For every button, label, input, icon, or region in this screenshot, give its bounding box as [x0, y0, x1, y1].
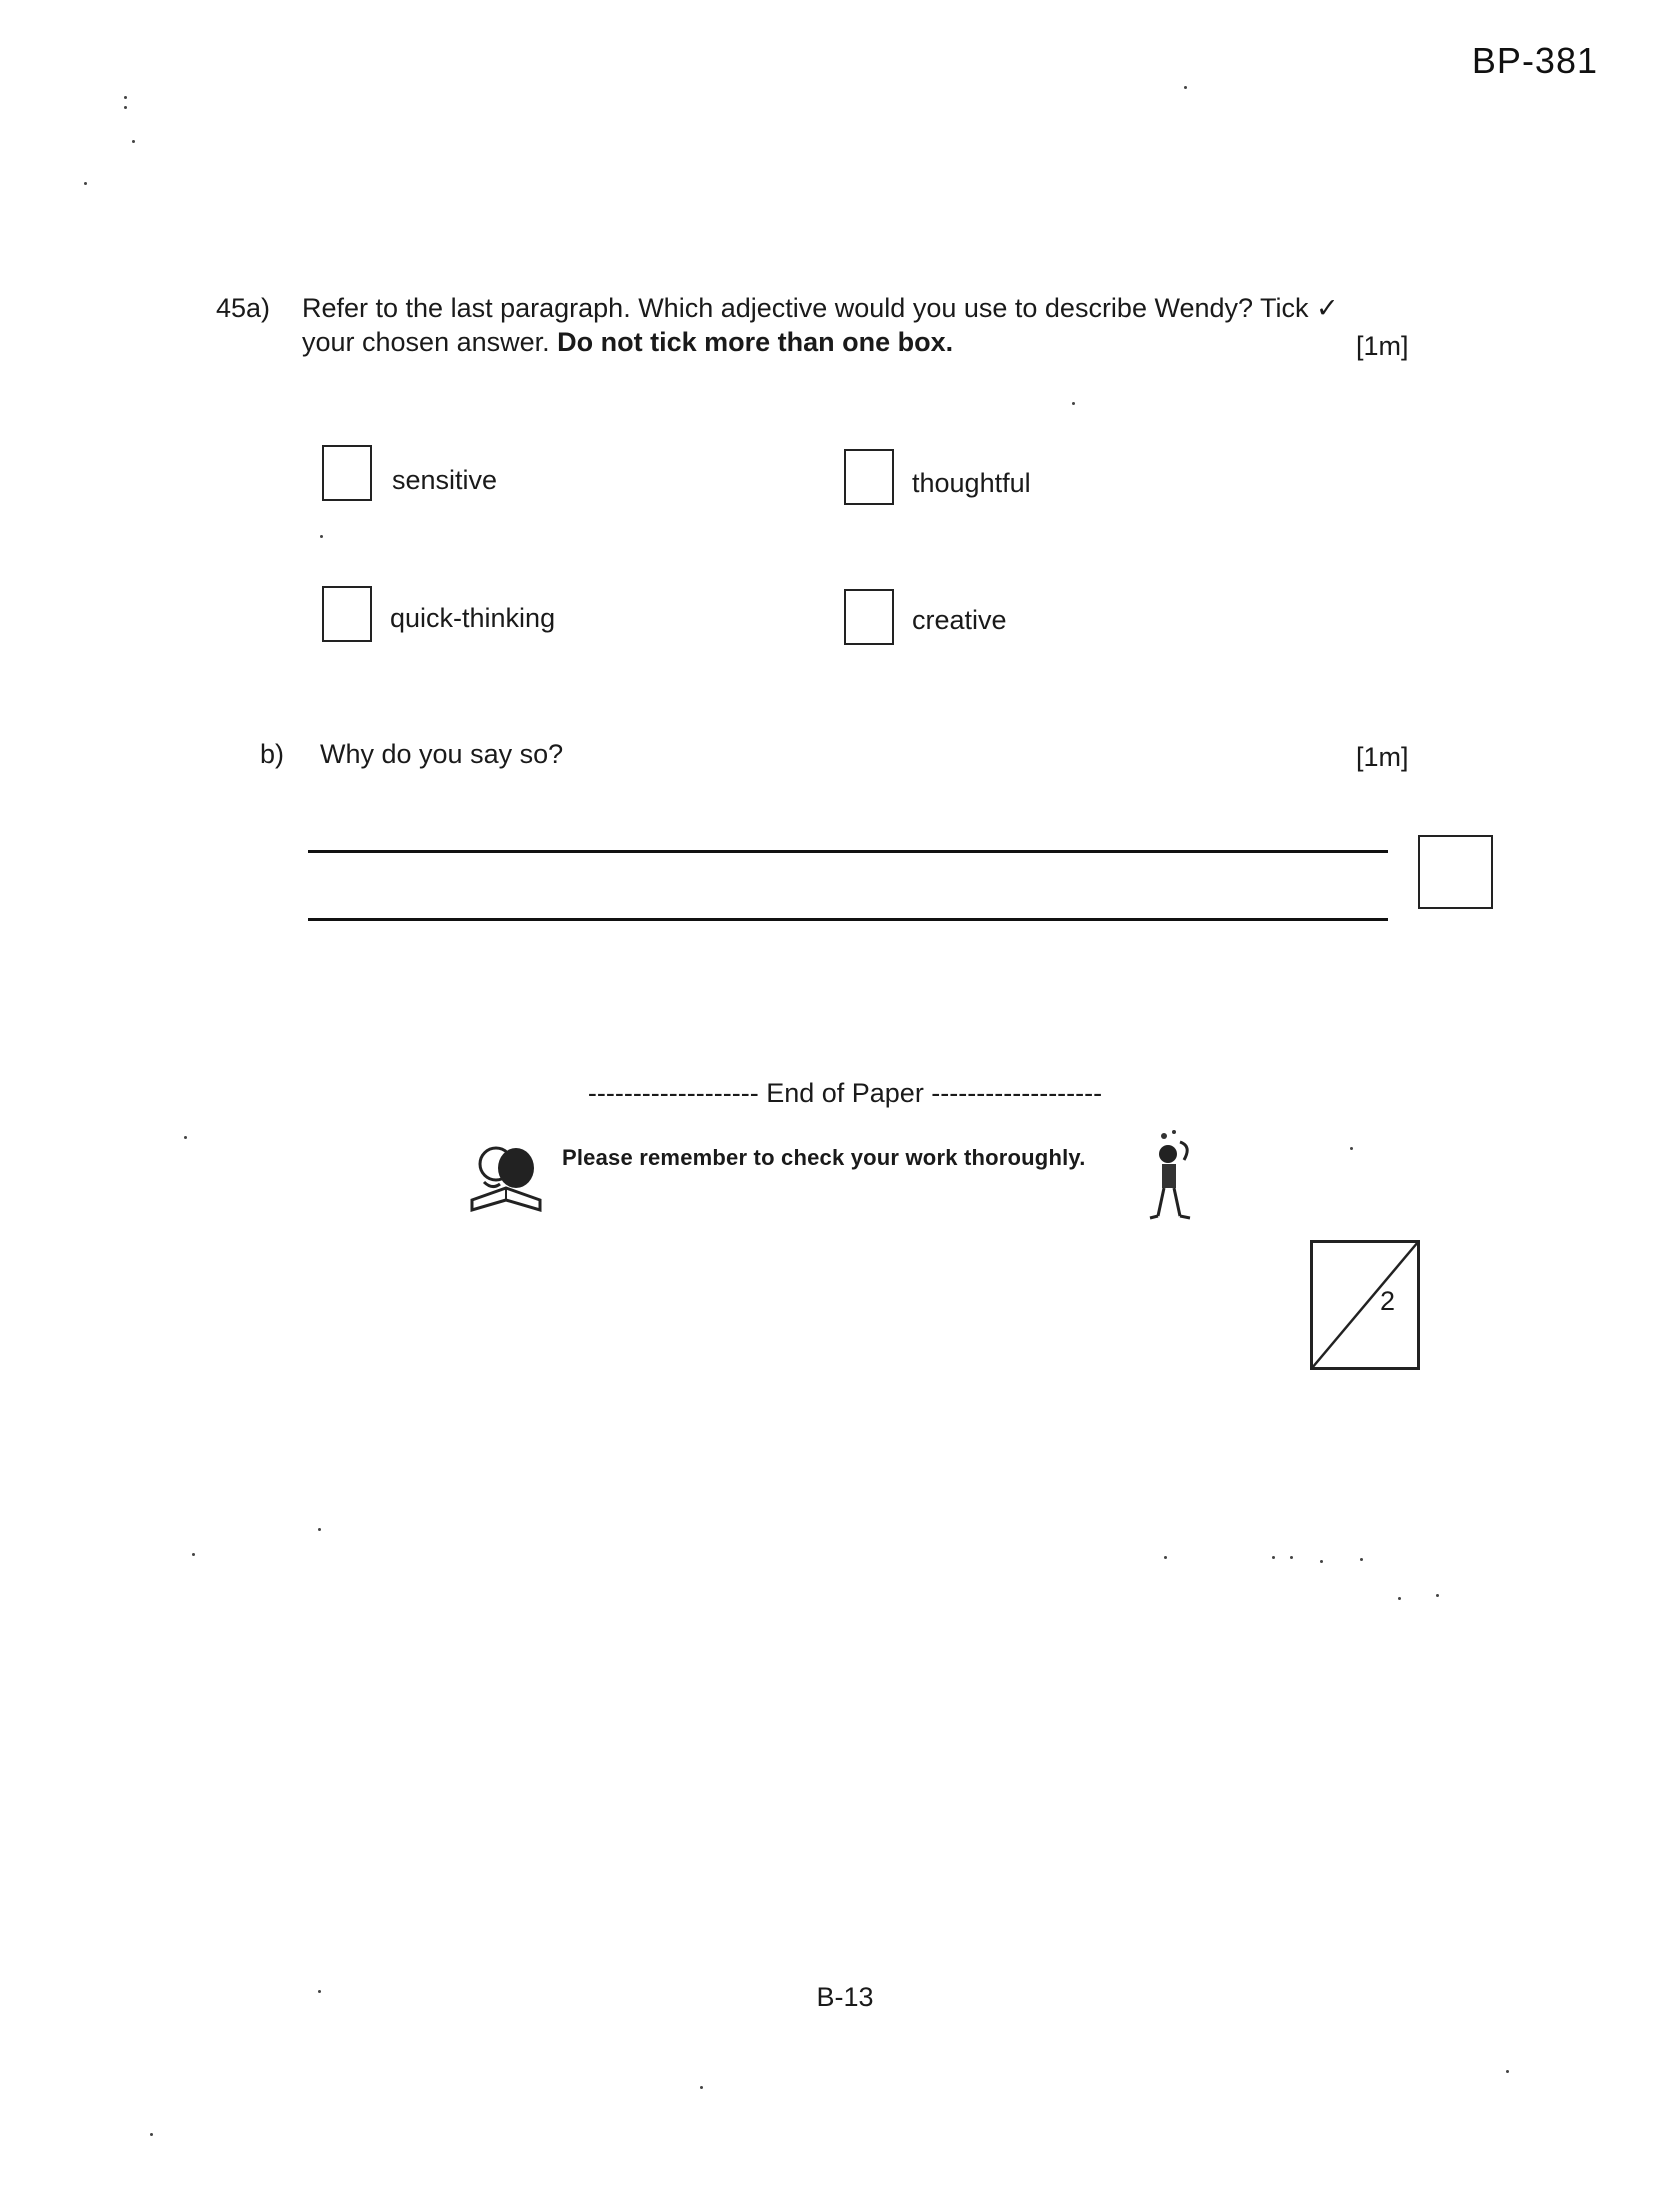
scan-speck [124, 106, 127, 109]
scan-speck [1272, 1556, 1275, 1559]
option-label-sensitive: sensitive [392, 465, 498, 495]
scan-speck [1350, 1147, 1353, 1150]
score-box [1310, 1240, 1420, 1370]
answer-line-1[interactable] [308, 850, 1388, 853]
scan-speck [318, 1528, 321, 1531]
scan-speck [150, 2133, 153, 2136]
scan-speck [318, 1990, 321, 1993]
question-45a-text-line2 [302, 326, 953, 358]
reminder-text: Please remember to check your work thoroughly. [562, 1145, 1086, 1170]
end-of-paper: ------------------- End of Paper ------------------- [587, 1078, 1103, 1108]
thinking-boy-icon [1140, 1124, 1200, 1224]
option-checkbox-creative[interactable] [844, 589, 894, 645]
option-checkbox-quick-thinking[interactable] [322, 586, 372, 642]
option-label-thoughtful: thoughtful [912, 468, 1031, 498]
question-45a-text-line1: Refer to the last paragraph. Which adjective would you use to describe Wendy? Tick ✓ [302, 293, 1339, 323]
question-45b-text: Why do you say so? [320, 739, 564, 769]
scan-speck [1506, 2070, 1509, 2073]
option-checkbox-thoughtful[interactable] [844, 449, 894, 505]
answer-line-2[interactable] [308, 918, 1388, 921]
question-45b-marks: [1m] [1356, 742, 1409, 772]
question-45a-instruction: your chosen answer. [302, 327, 558, 357]
scan-speck [1320, 1560, 1323, 1563]
score-total: 2 [1380, 1286, 1396, 1316]
reading-student-icon [466, 1138, 546, 1218]
option-label-quick-thinking: quick-thinking [390, 603, 556, 633]
question-number-45b: b) [260, 739, 285, 769]
option-checkbox-sensitive[interactable] [322, 445, 372, 501]
score-box-frame [1310, 1240, 1420, 1370]
scan-speck [1184, 86, 1187, 89]
scan-speck [700, 2086, 703, 2089]
scan-speck [320, 535, 323, 538]
scan-speck [1072, 402, 1075, 405]
question-number-45a: 45a) [216, 293, 271, 323]
scan-speck [1360, 1558, 1363, 1561]
scan-speck [192, 1553, 195, 1556]
scan-speck [1436, 1594, 1439, 1597]
option-label-creative: creative [912, 605, 1007, 635]
scan-speck [84, 182, 87, 185]
scan-speck [1398, 1597, 1401, 1600]
scan-speck [132, 140, 135, 143]
question-45a-warning: Do not tick more than one box. [557, 327, 954, 357]
scan-speck [1164, 1556, 1167, 1559]
mark-box-45b [1418, 835, 1493, 909]
scan-speck [1290, 1556, 1293, 1559]
paper-code: BP-381 [1471, 40, 1598, 81]
question-45a-marks: [1m] [1356, 331, 1409, 361]
page-number: B-13 [816, 1982, 874, 2012]
scan-speck [184, 1136, 187, 1139]
scan-speck [124, 96, 127, 99]
